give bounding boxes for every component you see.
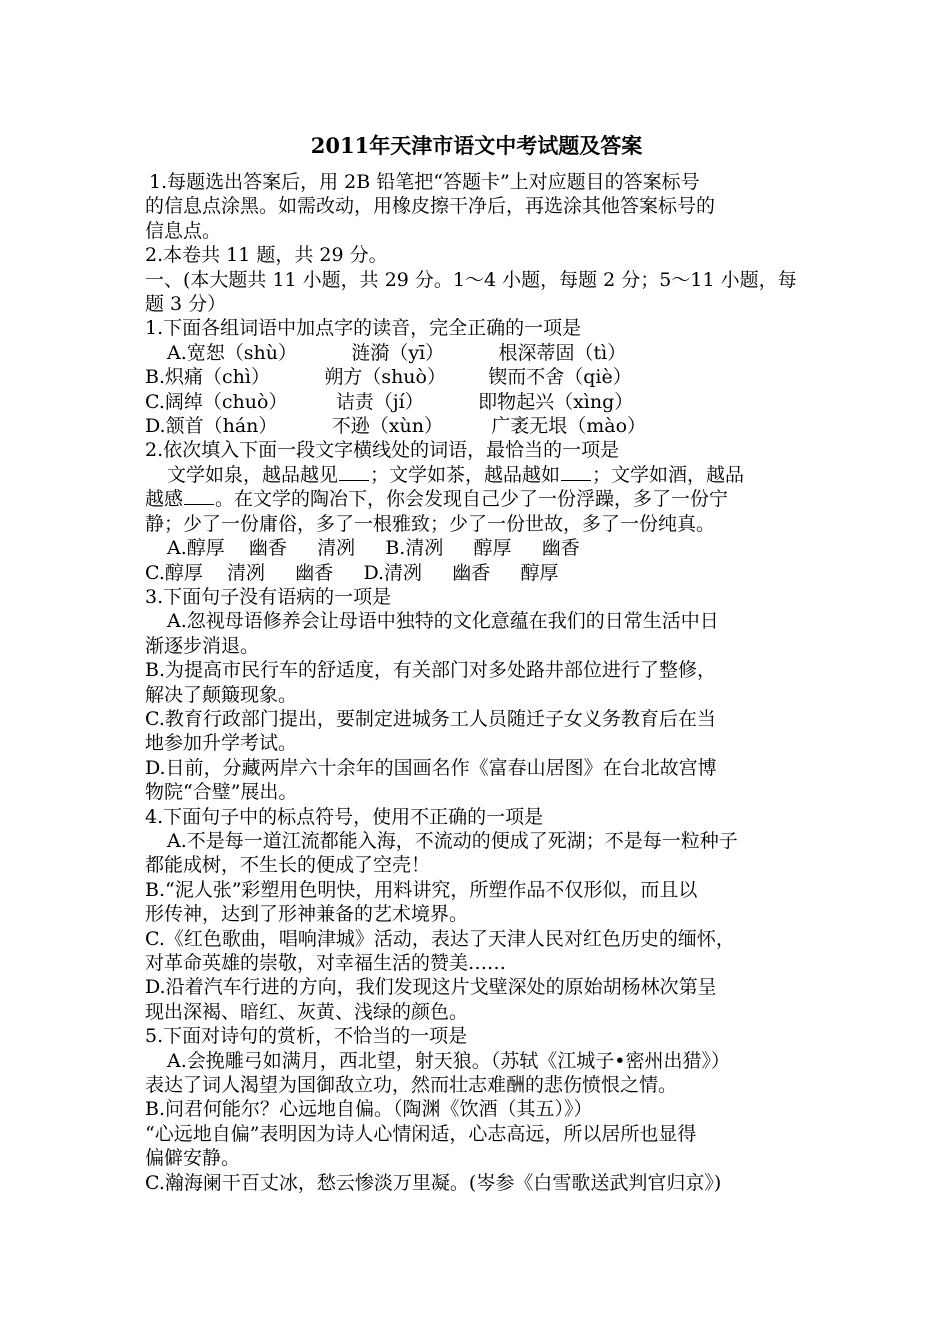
question-3-option-a: 渐逐步消退。	[145, 634, 260, 657]
question-3-option-a: A.忽视母语修养会让母语中独特的文化意蕴在我们的日常生活中日	[167, 610, 719, 633]
instruction-line: 的信息点涂黑。如需改动，用橡皮擦干净后，再选涂其他答案标号的	[145, 195, 716, 218]
question-5-option-b: 偏僻安静。	[145, 1147, 241, 1170]
blank-line	[561, 464, 591, 481]
question-1-option-a: A.宽恕（shù） 涟漪（yī） 根深蒂固（tì）	[167, 341, 627, 364]
passage-text: ；文学如酒，越品	[592, 463, 745, 486]
document-title: 2011年天津市语文中考试题及答案	[310, 133, 643, 158]
question-5-option-c: C.瀚海阑干百丈冰，愁云惨淡万里凝。(岑参《白雪歌送武判官归京》)	[145, 1171, 722, 1194]
question-2-stem: 2.依次填入下面一段文字横线处的词语，最恰当的一项是	[145, 439, 620, 462]
question-4-option-c: C.《红色歌曲，唱响津城》活动，表达了天津人民对红色历史的缅怀，	[145, 927, 735, 950]
question-4-option-d: D.沿着汽车行进的方向，我们发现这片戈壁深处的原始胡杨林次第呈	[145, 976, 717, 999]
question-4-option-b: B.“泥人张”彩塑用色明快，用料讲究，所塑作品不仅形似，而且以	[145, 878, 698, 901]
question-3-option-b: 解决了颠簸现象。	[145, 683, 298, 706]
blank-line	[339, 464, 369, 481]
passage-text: 。在文学的陶冶下，你会发现自己少了一份浮躁，多了一份宁	[215, 488, 729, 511]
question-3-option-c: 地参加升学考试。	[145, 732, 298, 755]
question-2-options-cd: C.醇厚 清冽 幽香 D.清冽 幽香 醇厚	[145, 561, 559, 584]
question-1-option-c: C.阔绰（chuò） 诘责（jí） 即物起兴（xìng）	[145, 390, 634, 413]
question-3-option-b: B.为提高市民行车的舒适度，有关部门对多处路井部位进行了整修，	[145, 659, 717, 682]
instruction-line: 1.每题选出答案后，用 2B 铅笔把“答题卡”上对应题目的答案标号	[149, 171, 700, 193]
question-1-stem: 1.下面各组词语中加点字的读音，完全正确的一项是	[145, 317, 582, 340]
section-heading: 一、(本大题共 11 小题，共 29 分。1～4 小题，每题 2 分；5～11 小题，每	[145, 268, 797, 291]
question-5-stem: 5.下面对诗句的赏析，不恰当的一项是	[145, 1025, 468, 1048]
question-3-stem: 3.下面句子没有语病的一项是	[145, 585, 392, 608]
section-heading: 题 3 分）	[145, 293, 227, 316]
question-2-options-ab: A.醇厚 幽香 清冽 B.清冽 醇厚 幽香	[167, 537, 580, 560]
blank-line	[184, 488, 214, 505]
question-4-option-a: A.不是每一道江流都能入海，不流动的便成了死湖；不是每一粒种子	[167, 829, 738, 852]
question-2-passage	[145, 463, 808, 487]
question-2-passage: 静；少了一份庸俗，多了一根雅致；少了一份世故，多了一份纯真。	[145, 512, 716, 535]
question-2-passage	[145, 487, 808, 511]
question-3-option-d: 物院“合璧”展出。	[145, 781, 298, 804]
instruction-line: 2.本卷共 11 题，共 29 分。	[145, 244, 388, 267]
question-5-option-b: B.问君何能尔？心远地自偏。（陶渊《饮酒（其五）》）	[145, 1098, 593, 1121]
question-3-option-c: C.教育行政部门提出，要制定进城务工人员随迁子女义务教育后在当	[145, 707, 716, 730]
question-4-option-c: 对革命英雄的崇敬，对幸福生活的赞美……	[145, 952, 507, 974]
question-4-stem: 4.下面句子中的标点符号，使用不正确的一项是	[145, 805, 544, 828]
question-5-option-a: 表达了词人渴望为国御敌立功，然而壮志难酬的悲伤愤恨之情。	[145, 1074, 678, 1097]
question-5-option-a: A.会挽雕弓如满月，西北望，射天狼。（苏轼《江城子•密州出猎》）	[167, 1049, 730, 1072]
question-4-option-a: 都能成树，不生长的便成了空壳！	[145, 854, 431, 877]
question-3-option-d: D.日前，分藏两岸六十余年的国画名作《富春山居图》在台北故宫博	[145, 756, 717, 779]
passage-text: ；文学如茶，越品越如	[370, 463, 561, 486]
question-5-option-b: “心远地自偏”表明因为诗人心情闲适，心志高远，所以居所也显得	[145, 1122, 697, 1145]
instruction-line: 信息点。	[145, 219, 222, 242]
question-4-option-b: 形传神，达到了形神兼备的艺术境界。	[145, 903, 469, 926]
passage-text: 越感	[145, 488, 184, 511]
passage-text: 文学如泉，越品越见	[167, 463, 339, 486]
question-1-option-b: B.炽痛（chì） 朔方（shuò） 锲而不舍（qiè）	[145, 366, 632, 389]
question-1-option-d: D.颔首（hán） 不逊（xùn） 广袤无垠（mào）	[145, 415, 647, 438]
question-4-option-d: 现出深褐、暗红、灰黄、浅绿的颜色。	[145, 1000, 469, 1023]
